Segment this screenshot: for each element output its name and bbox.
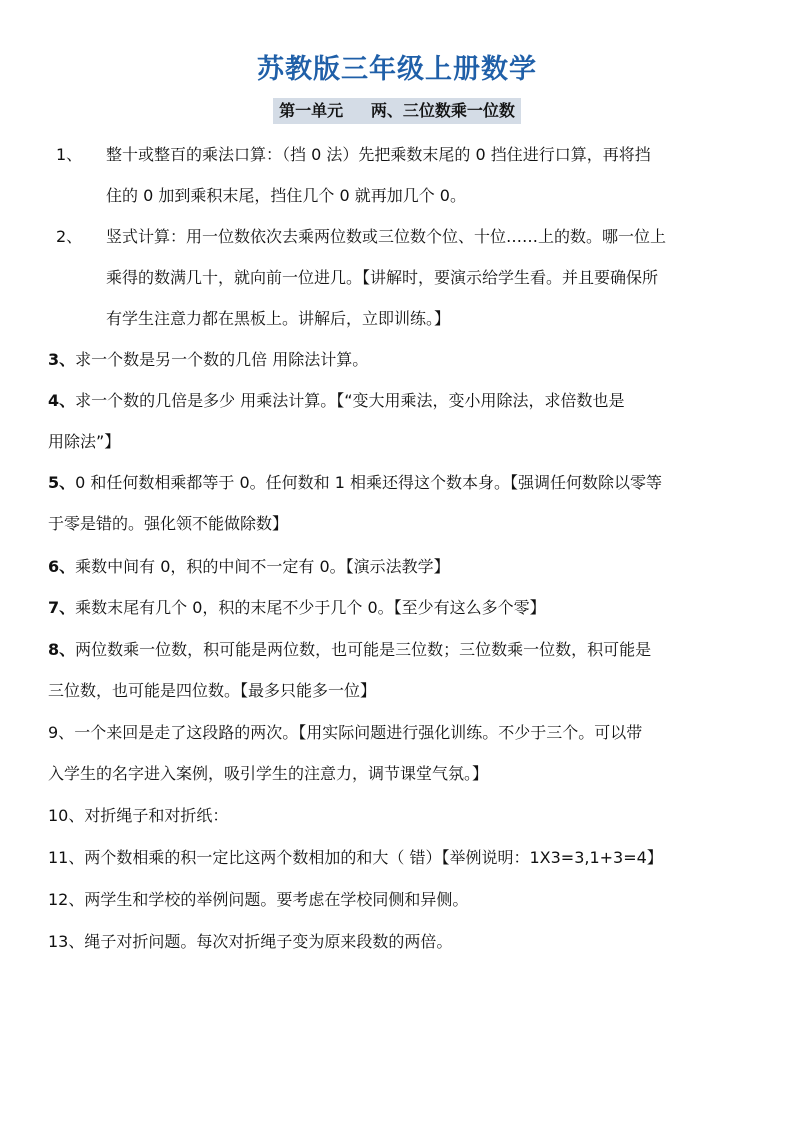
list-item-5 [48,462,748,544]
item-text-line: 住的 0 加到乘积末尾，挡住几个 0 就再加几个 0。 [106,186,466,205]
list-item-11 [48,837,748,878]
list-item-7 [48,587,748,628]
list-item-9 [48,712,748,794]
item-text-line: 整十或整百的乘法口算：（挡 0 法）先把乘数末尾的 0 挡住进行口算，再将挡 [106,145,651,164]
unit-heading-wrap [0,98,794,124]
unit-heading: 第一单元 两、三位数乘一位数 [273,98,521,124]
item-text-line: 求一个数的几倍是多少 用乘法计算。【“变大用乘法，变小用除法，求倍数也是 [75,391,625,410]
item-text-line: 两个数相乘的积一定比这两个数相加的和大（ 错）【举例说明：1X3=3,1+3=4】 [84,848,663,867]
item-text-line: 乘得的数满几十，就向前一位进几。【讲解时，要演示给学生看。并且要确保所 [106,268,659,287]
item-number: 13、 [48,932,85,951]
list-item-4 [48,380,748,462]
list-item-13 [48,921,748,962]
item-text-line: 两位数乘一位数，积可能是两位数，也可能是三位数；三位数乘一位数，积可能是 [75,640,652,659]
item-text-line: 竖式计算：用一位数依次去乘两位数或三位数个位、十位……上的数。哪一位上 [106,227,667,246]
item-number: 12、 [48,890,85,909]
item-text-line: 入学生的名字进入案例，吸引学生的注意力，调节课堂气氛。】 [48,764,489,783]
item-number: 7、 [48,598,76,617]
item-number: 8、 [48,640,76,659]
item-text-line: 绳子对折问题。每次对折绳子变为原来段数的两倍。 [84,932,453,951]
item-text-line: 两学生和学校的举例问题。要考虑在学校同侧和异侧。 [84,890,469,909]
list-item-2 [56,216,756,328]
document-title: 苏教版三年级上册数学 [257,54,537,85]
item-text-line: 0 和任何数相乘都等于 0。任何数和 1 相乘还得这个数本身。【强调任何数除以零等 [75,473,663,492]
item-text-line: 一个来回是走了这段路的两次。【用实际问题进行强化训练。不少于三个。可以带 [74,723,643,742]
item-text-line: 三位数，也可能是四位数。【最多只能多一位】 [48,681,377,700]
item-number: 6、 [48,557,76,576]
item-text-line: 乘数末尾有几个 0，积的末尾不少于几个 0。【至少有这么多个零】 [75,598,546,617]
list-item-8 [48,629,748,711]
item-number: 4、 [48,391,76,410]
item-text-line: 求一个数是另一个数的几倍 用除法计算。 [75,350,369,369]
item-text-line: 有学生注意力都在黑板上。讲解后，立即训练。】 [106,309,451,328]
list-item-3 [48,339,748,380]
item-text-line: 用除法”】 [48,432,121,451]
list-item-1 [56,134,756,205]
list-item-10 [48,795,748,836]
item-number: 1、 [56,145,83,164]
item-number: 10、 [48,806,85,825]
item-number: 11、 [48,848,85,867]
item-number: 9、 [48,723,75,742]
item-text-line: 于零是错的。强化领不能做除数】 [48,514,289,533]
item-number: 3、 [48,350,76,369]
list-item-6 [48,546,748,587]
item-number: 2、 [56,227,83,246]
item-text-line: 对折绳子和对折纸： [84,806,229,825]
item-text-line: 乘数中间有 0，积的中间不一定有 0。【演示法教学】 [75,557,450,576]
item-number: 5、 [48,473,76,492]
list-item-12 [48,879,748,920]
